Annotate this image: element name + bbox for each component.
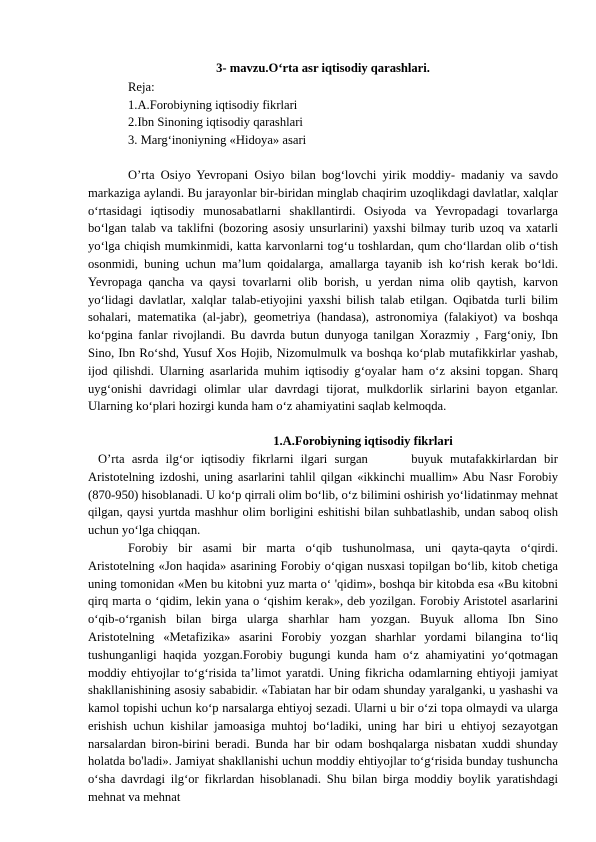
document-page xyxy=(88,60,562,807)
section-heading: 1.A.Forobiyning iqtisodiy fikrlari xyxy=(273,434,453,449)
section-paragraph: Forobiy bir asami bir marta o‘qib tushunolmasa, uni qayta-qayta o‘qirdi. Aristotelning «Jon haqida» asarining Forobiy o‘qigan nusxasi topilgan bo‘lib, kitob chetiga uning tomonidan «Men bu kitobni yuz marta o‘ 'qidim», boshqa bir kitobda esa «Bu kitobni qirq marta o ‘qidim, lekin yana o ‘qishim kerak», deb yozilgan. Forobiy Aristotel asarlarini o‘qib-o‘rganish bilan birga ularga sharhlar ham yozgan. Buyuk alloma Ibn Sino Aristotelning «Metafizika» asarini Forobiy yozgan sharhlar yordami bilangina to‘liq tushunganligi haqida yozgan.Forobiy bugungi kunda ham o‘z ahamiyatini yo‘qotmagan moddiy ehtiyojlar to‘g‘risida ta’limot yaratdi. Uning fikricha odamlarning ehtiyoji jamiyat shakllanishining asosiy sababidir. «Tabiatan har bir odam shunday yaralganki, u yashashi va kamol topishi uchun ko‘p narsalarga ehtiyoj sezadi. Ularni u bir o‘zi topa olmaydi va ularga erishish uchun kishilar jamoasiga muhtoj bo‘ladiki, uning har biri u ehtiyoj sezayotgan narsalardan biron-birini beradi. Bunda har bir odam boshqalarga nisbatan xuddi shunday holatda bo'ladi». Jamiyat shakllanishi uchun moddiy ehtiyojlar to‘g‘risida bunday tushuncha o‘sha davrdagi ilg‘or fikrlardan hisoblanadi. Shu bilan birga moddiy boylik yaratishdagi mehnat va mehnat xyxy=(88,540,558,805)
intro-paragraph: O’rta Osiyo Yevropani Osiyo bilan bog‘lovchi yirik moddiy- madaniy va savdo markaziga aylandi. Bu jarayonlar bir-biridan minglab chaqirim uzoqlikdagi davlatlar, xalqlar o‘rtasidagi iqtisodiy munosabatlarni shakllantirdi. Osiyoda va Yevropadagi tovarlarga bo‘lgan talab va taklifni (bozoring asosiy unsurlarini) yaxshi bilmay turib uzoq va xatarli yo‘lga chiqish mumkinmidi, katta karvonlarni tog‘u toshlardan, qum cho‘llardan olib o‘tish osonmidi, buning uchun ma’lum qoidalarga, amallarga tayanib ish ko‘rish kerak bo‘ldi. Yevropaga qancha va qaysi tovarlarni olib borish, u yerdan nima olib qaytish, karvon yo‘lidagi davlatlar, xalqlar talab-etiyojini yaxshi bilish talab etilgan. Oqibatda turli bilim sohalari, matematika (al-jabr), geometriya (handasa), astronomiya (falakiyot) va boshqa ko‘pgina fanlar rivojlandi. Bu davrda butun dunyoga tanilgan Xorazmiy , Farg‘oniy, Ibn Sino, Ibn Ro‘shd, Yusuf Xos Hojib, Nizomulmulk va boshqa ko‘plab mutafikkirlar yashab, ijod qilishdi. Ularning asarlarida muhim iqtisodiy g‘oyalar ham o‘z aksini topgan. Sharq uyg‘onishi davridagi olimlar ular davrdagi tijorat, mulkdorlik sirlarini bayon etganlar. Ularning ko‘plari hozirgi kunda ham o‘z ahamiyatini saqlab kelmoqda. xyxy=(88,167,558,414)
plan-item: 3. Marg‘inoniyning «Hidoya» asari xyxy=(128,133,307,148)
plan-item: 2.Ibn Sinoning iqtisodiy qarashlari xyxy=(128,115,303,130)
plan-item: 1.A.Forobiyning iqtisodiy fikrlari xyxy=(128,97,298,112)
spacer xyxy=(88,416,558,433)
section-paragraph: O’rta asrda ilg‘or iqtisodiy fikrlarni ilgari surgan buyuk mutafakkirlardan bir Aristotelning izdoshi, uning asarlarini tahlil qilgan «ikkinchi muallim» Abu Nasr Forobiy (870-950) hisoblanadi. U ko‘p qirrali olim bo‘lib, o‘z bilimini oshirish yo‘lidatinmay mehnat qilgan, qaysi yurtda mashhur olim borligini eshitishi bilan suhbatlashib, undan saboq olish uchun yo‘lga chiqqan. xyxy=(88,451,562,538)
lecture-title: 3- mavzu.O‘rta asr iqtisodiy qarashlari. xyxy=(216,61,430,75)
plan-heading: Reja: xyxy=(128,79,155,94)
plan-block xyxy=(128,79,558,150)
spacer xyxy=(88,150,558,167)
